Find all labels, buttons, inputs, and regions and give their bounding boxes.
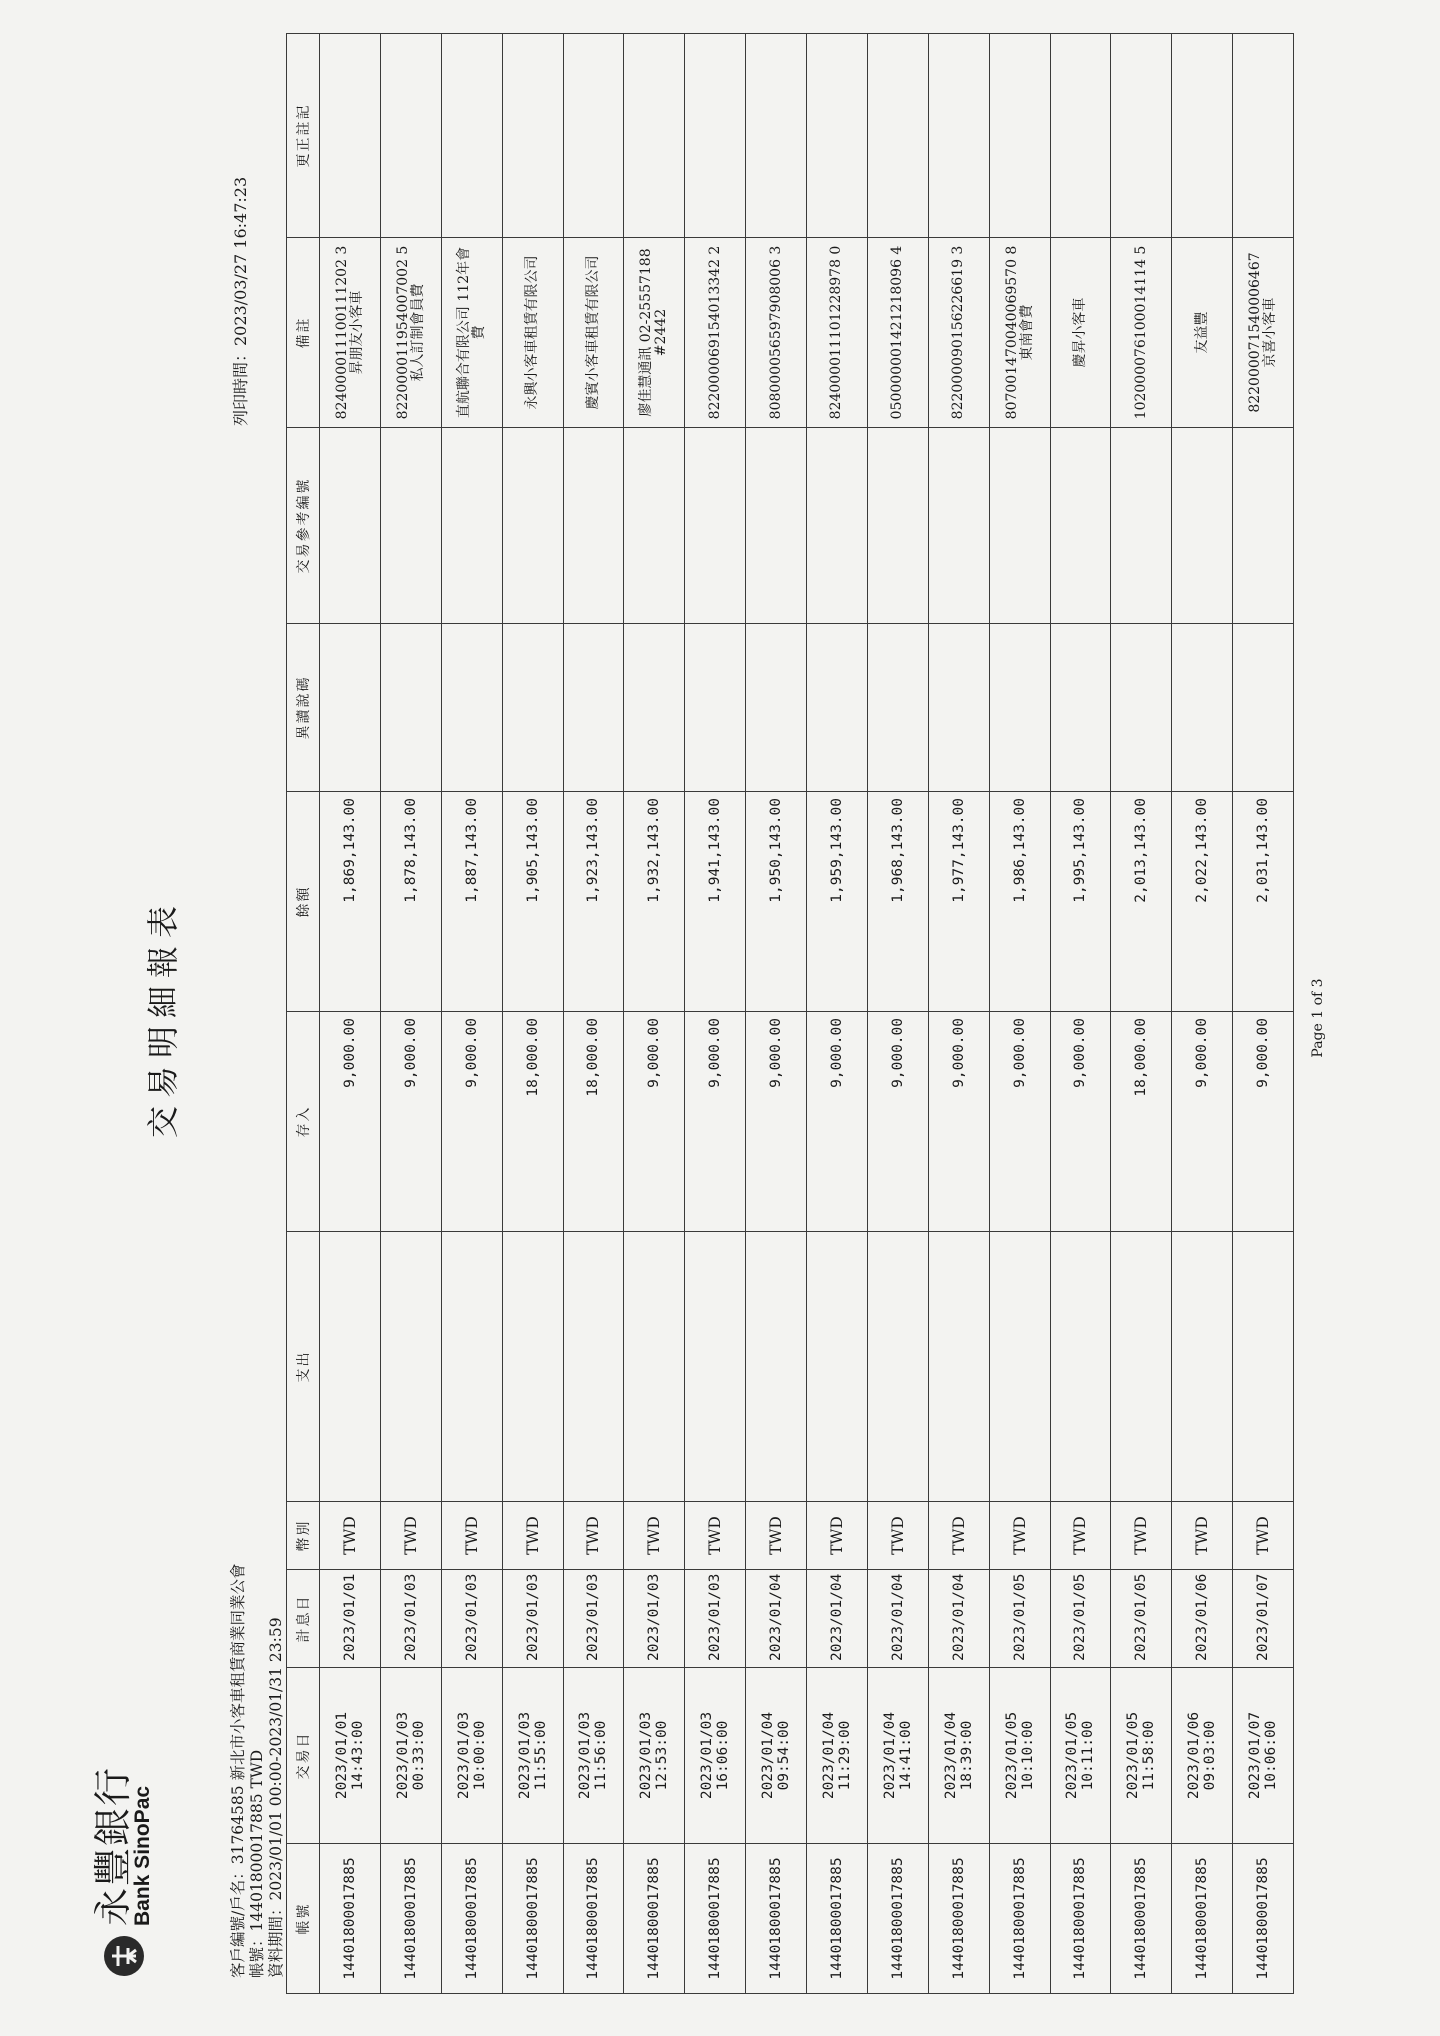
account-cell: 14401800017885: [1111, 1844, 1172, 1994]
header-txn-date: 交易日: [287, 1668, 320, 1844]
account-cell: 14401800017885: [1050, 1844, 1111, 1994]
txn-date-cell: 2023/01/04 09:54:00: [746, 1668, 807, 1844]
table-row: [746, 34, 807, 1994]
currency-cell: TWD: [320, 1502, 381, 1570]
credit-cell: 9,000.00: [746, 1012, 807, 1232]
code-cell: [928, 624, 989, 792]
reference-cell: [441, 428, 502, 624]
reference-cell: [502, 428, 563, 624]
table-row: [380, 34, 441, 1994]
txn-date-cell: 2023/01/05 10:10:00: [989, 1668, 1050, 1844]
credit-cell: 9,000.00: [867, 1012, 928, 1232]
memo-cell: 824000011100111202 3昇朋友小客車: [320, 238, 381, 428]
txn-date-cell: 2023/01/03 12:53:00: [624, 1668, 685, 1844]
header-balance: 餘額: [287, 792, 320, 1012]
balance-cell: 1,950,143.00: [746, 792, 807, 1012]
reference-cell: [685, 428, 746, 624]
txn-date-cell: 2023/01/05 11:58:00: [1111, 1668, 1172, 1844]
currency-cell: TWD: [1111, 1502, 1172, 1570]
txn-date-cell: 2023/01/04 11:29:00: [807, 1668, 868, 1844]
data-period: 資料期間：2023/01/01 00:00-2023/01/31 23:59: [267, 1617, 285, 1978]
correction-cell: [320, 34, 381, 238]
table-row: [1111, 34, 1172, 1994]
table-body: [320, 34, 1294, 1994]
balance-cell: 2,013,143.00: [1111, 792, 1172, 1012]
balance-cell: 1,968,143.00: [867, 792, 928, 1012]
memo-cell: 822000090156226619 3: [928, 238, 989, 428]
balance-cell: 1,878,143.00: [380, 792, 441, 1012]
value-date-cell: 2023/01/06: [1172, 1570, 1233, 1668]
reference-cell: [746, 428, 807, 624]
balance-cell: 1,941,143.00: [685, 792, 746, 1012]
balance-cell: 1,905,143.00: [502, 792, 563, 1012]
memo-cell: 808000056597908006 3: [746, 238, 807, 428]
correction-cell: [746, 34, 807, 238]
value-date-cell: 2023/01/04: [746, 1570, 807, 1668]
memo-cell: 永興小客車租賃有限公司: [502, 238, 563, 428]
value-date-cell: 2023/01/04: [807, 1570, 868, 1668]
txn-date-cell: 2023/01/07 10:06:00: [1233, 1668, 1294, 1844]
correction-cell: [807, 34, 868, 238]
header-memo: 備註: [287, 238, 320, 428]
reference-cell: [624, 428, 685, 624]
txn-date-cell: 2023/01/03 11:55:00: [502, 1668, 563, 1844]
account-cell: 14401800017885: [807, 1844, 868, 1994]
debit-cell: [746, 1232, 807, 1502]
correction-cell: [1172, 34, 1233, 238]
value-date-cell: 2023/01/03: [685, 1570, 746, 1668]
credit-cell: 9,000.00: [928, 1012, 989, 1232]
account-info: 帳號：14401800017885 TWD: [248, 1749, 266, 1978]
debit-cell: [1172, 1232, 1233, 1502]
credit-cell: 18,000.00: [502, 1012, 563, 1232]
code-cell: [1050, 624, 1111, 792]
correction-cell: [1111, 34, 1172, 238]
currency-cell: TWD: [502, 1502, 563, 1570]
credit-cell: 9,000.00: [1233, 1012, 1294, 1232]
balance-cell: 1,986,143.00: [989, 792, 1050, 1012]
header-reference: 交易參考編號: [287, 428, 320, 624]
debit-cell: [867, 1232, 928, 1502]
correction-cell: [624, 34, 685, 238]
correction-cell: [380, 34, 441, 238]
table-row: [685, 34, 746, 1994]
value-date-cell: 2023/01/03: [563, 1570, 624, 1668]
txn-date-cell: 2023/01/03 10:00:00: [441, 1668, 502, 1844]
memo-cell: 822000011954007002 5私人訂制會員費: [380, 238, 441, 428]
currency-cell: TWD: [867, 1502, 928, 1570]
reference-cell: [320, 428, 381, 624]
value-date-cell: 2023/01/03: [502, 1570, 563, 1668]
header-correction: 更正註記: [287, 34, 320, 238]
memo-cell: 友益豐: [1172, 238, 1233, 428]
header-credit: 存入: [287, 1012, 320, 1232]
header-debit: 支出: [287, 1232, 320, 1502]
balance-cell: 1,995,143.00: [1050, 792, 1111, 1012]
currency-cell: TWD: [928, 1502, 989, 1570]
reference-cell: [380, 428, 441, 624]
correction-cell: [1233, 34, 1294, 238]
txn-date-cell: 2023/01/03 16:06:00: [685, 1668, 746, 1844]
value-date-cell: 2023/01/03: [624, 1570, 685, 1668]
balance-cell: 1,932,143.00: [624, 792, 685, 1012]
currency-cell: TWD: [1050, 1502, 1111, 1570]
credit-cell: 9,000.00: [1172, 1012, 1233, 1232]
currency-cell: TWD: [441, 1502, 502, 1570]
memo-cell: 050000001421218096 4: [867, 238, 928, 428]
account-cell: 14401800017885: [1172, 1844, 1233, 1994]
memo-cell: 102000076100014114 5: [1111, 238, 1172, 428]
header-code: 異讀說碼: [287, 624, 320, 792]
value-date-cell: 2023/01/04: [867, 1570, 928, 1668]
txn-date-cell: 2023/01/06 09:03:00: [1172, 1668, 1233, 1844]
debit-cell: [563, 1232, 624, 1502]
account-cell: 14401800017885: [685, 1844, 746, 1994]
account-cell: 14401800017885: [928, 1844, 989, 1994]
balance-cell: 2,031,143.00: [1233, 792, 1294, 1012]
debit-cell: [928, 1232, 989, 1502]
table-row: [928, 34, 989, 1994]
credit-cell: 9,000.00: [624, 1012, 685, 1232]
table-row: [807, 34, 868, 1994]
balance-cell: 1,977,143.00: [928, 792, 989, 1012]
debit-cell: [380, 1232, 441, 1502]
currency-cell: TWD: [1172, 1502, 1233, 1570]
currency-cell: TWD: [685, 1502, 746, 1570]
table-row: [563, 34, 624, 1994]
reference-cell: [563, 428, 624, 624]
reference-cell: [867, 428, 928, 624]
code-cell: [685, 624, 746, 792]
bank-name-zh: 永豐銀行: [91, 1765, 135, 1926]
value-date-cell: 2023/01/03: [441, 1570, 502, 1668]
report-title: 交易明細報表: [144, 898, 182, 1139]
credit-cell: 9,000.00: [441, 1012, 502, 1232]
balance-cell: 1,869,143.00: [320, 792, 381, 1012]
account-cell: 14401800017885: [380, 1844, 441, 1994]
table-row: [1172, 34, 1233, 1994]
txn-date-cell: 2023/01/05 10:11:00: [1050, 1668, 1111, 1844]
bank-name-en: Bank SinoPac: [131, 1785, 154, 1926]
reference-cell: [989, 428, 1050, 624]
memo-cell: 822000069154013342 2: [685, 238, 746, 428]
code-cell: [441, 624, 502, 792]
currency-cell: TWD: [380, 1502, 441, 1570]
code-cell: [1233, 624, 1294, 792]
code-cell: [563, 624, 624, 792]
value-date-cell: 2023/01/05: [1050, 1570, 1111, 1668]
table-row: [1233, 34, 1294, 1994]
code-cell: [989, 624, 1050, 792]
credit-cell: 9,000.00: [380, 1012, 441, 1232]
table-row: [320, 34, 381, 1994]
correction-cell: [928, 34, 989, 238]
debit-cell: [685, 1232, 746, 1502]
transactions-table: [286, 33, 1294, 1994]
correction-cell: [502, 34, 563, 238]
account-cell: 14401800017885: [1233, 1844, 1294, 1994]
account-cell: 14401800017885: [563, 1844, 624, 1994]
currency-cell: TWD: [746, 1502, 807, 1570]
debit-cell: [989, 1232, 1050, 1502]
correction-cell: [867, 34, 928, 238]
print-time: 列印時間：2023/03/27 16:47:23: [231, 176, 250, 426]
txn-date-cell: 2023/01/03 11:56:00: [563, 1668, 624, 1844]
credit-cell: 9,000.00: [1050, 1012, 1111, 1232]
account-cell: 14401800017885: [867, 1844, 928, 1994]
page-number: Page 1 of 3: [1310, 978, 1326, 1058]
table-row: [989, 34, 1050, 1994]
memo-cell: 廖佳慧通訊 02-25557188#2442: [624, 238, 685, 428]
correction-cell: [441, 34, 502, 238]
account-cell: 14401800017885: [441, 1844, 502, 1994]
memo-cell: 慶昇小客車: [1050, 238, 1111, 428]
table-row: [624, 34, 685, 1994]
value-date-cell: 2023/01/07: [1233, 1570, 1294, 1668]
account-cell: 14401800017885: [989, 1844, 1050, 1994]
reference-cell: [1050, 428, 1111, 624]
txn-date-cell: 2023/01/01 14:43:00: [320, 1668, 381, 1844]
code-cell: [502, 624, 563, 792]
reference-cell: [1233, 428, 1294, 624]
memo-cell: 直航聯合有限公司 112年會費: [441, 238, 502, 428]
customer-info: 客戶編號/戶名：31764585 新北市小客車租賃商業同業公會: [229, 1563, 247, 1978]
currency-cell: TWD: [563, 1502, 624, 1570]
debit-cell: [1050, 1232, 1111, 1502]
code-cell: [380, 624, 441, 792]
reference-cell: [928, 428, 989, 624]
correction-cell: [563, 34, 624, 238]
debit-cell: [1233, 1232, 1294, 1502]
header-currency: 幣別: [287, 1502, 320, 1570]
memo-cell: 824000011101228978 0: [807, 238, 868, 428]
txn-date-cell: 2023/01/04 18:39:00: [928, 1668, 989, 1844]
account-cell: 14401800017885: [502, 1844, 563, 1994]
code-cell: [746, 624, 807, 792]
table-row: [867, 34, 928, 1994]
balance-cell: 1,923,143.00: [563, 792, 624, 1012]
credit-cell: 9,000.00: [685, 1012, 746, 1232]
debit-cell: [502, 1232, 563, 1502]
txn-date-cell: 2023/01/04 14:41:00: [867, 1668, 928, 1844]
correction-cell: [1050, 34, 1111, 238]
value-date-cell: 2023/01/05: [989, 1570, 1050, 1668]
currency-cell: TWD: [1233, 1502, 1294, 1570]
memo-cell: 822000071540006467 京喜小客車: [1233, 238, 1294, 428]
value-date-cell: 2023/01/05: [1111, 1570, 1172, 1668]
code-cell: [1111, 624, 1172, 792]
credit-cell: 9,000.00: [320, 1012, 381, 1232]
balance-cell: 2,022,143.00: [1172, 792, 1233, 1012]
reference-cell: [1111, 428, 1172, 624]
value-date-cell: 2023/01/03: [380, 1570, 441, 1668]
table-row: [441, 34, 502, 1994]
txn-date-cell: 2023/01/03 00:33:00: [380, 1668, 441, 1844]
table-header-row: [287, 34, 320, 1994]
table-row: [1050, 34, 1111, 1994]
balance-cell: 1,887,143.00: [441, 792, 502, 1012]
reference-cell: [1172, 428, 1233, 624]
credit-cell: 18,000.00: [563, 1012, 624, 1232]
header-account: 帳號: [287, 1844, 320, 1994]
code-cell: [320, 624, 381, 792]
header-value-date: 計息日: [287, 1570, 320, 1668]
credit-cell: 9,000.00: [807, 1012, 868, 1232]
credit-cell: 9,000.00: [989, 1012, 1050, 1232]
credit-cell: 18,000.00: [1111, 1012, 1172, 1232]
table-row: [502, 34, 563, 1994]
balance-cell: 1,959,143.00: [807, 792, 868, 1012]
debit-cell: [320, 1232, 381, 1502]
account-cell: 14401800017885: [624, 1844, 685, 1994]
currency-cell: TWD: [624, 1502, 685, 1570]
reference-cell: [807, 428, 868, 624]
debit-cell: [807, 1232, 868, 1502]
memo-cell: 807001470040069570 8東南會費: [989, 238, 1050, 428]
correction-cell: [989, 34, 1050, 238]
code-cell: [867, 624, 928, 792]
account-cell: 14401800017885: [746, 1844, 807, 1994]
account-cell: 14401800017885: [320, 1844, 381, 1994]
currency-cell: TWD: [989, 1502, 1050, 1570]
code-cell: [624, 624, 685, 792]
code-cell: [807, 624, 868, 792]
currency-cell: TWD: [807, 1502, 868, 1570]
correction-cell: [685, 34, 746, 238]
debit-cell: [441, 1232, 502, 1502]
memo-cell: 慶賓小客車租賃有限公司: [563, 238, 624, 428]
debit-cell: [1111, 1232, 1172, 1502]
debit-cell: [624, 1232, 685, 1502]
code-cell: [1172, 624, 1233, 792]
value-date-cell: 2023/01/01: [320, 1570, 381, 1668]
value-date-cell: 2023/01/04: [928, 1570, 989, 1668]
